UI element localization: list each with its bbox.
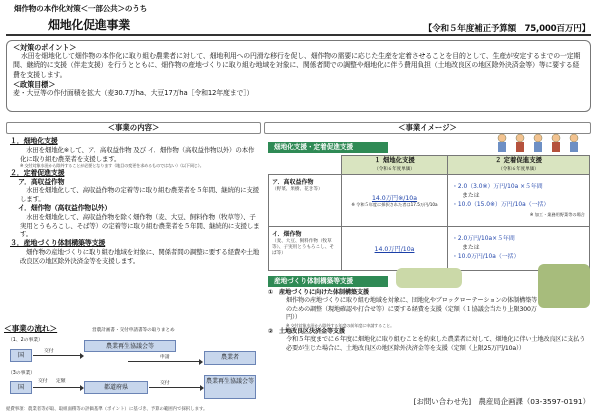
item1-note: ※ 交付対象水田から除外することが必要となります（地目の変更を求めるものではない）（以下同じ）。 bbox=[20, 163, 204, 169]
flow-box-farmer: 農業者 bbox=[204, 351, 256, 365]
points-heading: ＜対策のポイント＞ bbox=[13, 43, 77, 52]
flow-caption: 営農計画書・交付申請書等の取りまとめ bbox=[92, 328, 175, 333]
flow-box-council-2: 農業再生協議会等 bbox=[204, 375, 256, 399]
support-table bbox=[268, 155, 590, 271]
program-kicker: 畑作物の本作化対策＜一部公共＞のうち bbox=[14, 4, 148, 13]
farmers-illustration bbox=[492, 131, 588, 153]
flow-arrow bbox=[33, 387, 81, 388]
rowA-title: ア．高収益作物 bbox=[272, 179, 314, 186]
support-bar-1: 畑地化支援・定着促進支援 bbox=[268, 142, 388, 153]
col1-title: １ 畑地化支援 bbox=[374, 156, 415, 164]
header-divider bbox=[6, 34, 591, 36]
rowA-value: 14.0万円※/10a bbox=[371, 195, 418, 202]
table-corner bbox=[269, 156, 342, 175]
flow-box-koku-2: 国 bbox=[10, 381, 32, 394]
image-section-header: ＜事業イメージ＞ bbox=[264, 122, 591, 134]
flow-footnote: 経費事項：農業者等が取、取組面積等の評価基準（ポイント）に基づき、予算の範囲内で採択します。 bbox=[6, 407, 208, 412]
flow-arrow bbox=[128, 361, 200, 362]
overview-box bbox=[6, 40, 591, 112]
rowA-or: または bbox=[462, 192, 480, 199]
flow-label-shinsei-1: 申請 bbox=[160, 355, 170, 360]
rowB-header bbox=[269, 227, 342, 271]
rowA-option1: ・2.0（3.0※）万円/10a ×５年間 bbox=[452, 183, 543, 190]
policy-goal-body: 麦・大豆等の作付面積を拡大（麦30.7万ha、大豆17万ha［令和12年度まで］） bbox=[13, 89, 254, 98]
flow-label-3: （3の事業） bbox=[8, 371, 36, 376]
flow-box-koku-1: 国 bbox=[10, 349, 32, 362]
rowB-or: または bbox=[462, 245, 480, 251]
region-support-body bbox=[268, 289, 590, 353]
item2b-body: 水田を畑地化して、高収益作物を除く畑作物（麦、大豆、飼料作物（牧草等）、子実用とうもろこし、そば等）の定着等に取り組む農業者を５年間、継続的に支援します。 bbox=[20, 212, 260, 239]
item2a-heading: ア．高収益作物 bbox=[18, 177, 65, 186]
col1-header bbox=[342, 156, 448, 175]
support1-heading: ① 産地づくりに向けた体制構築支援 bbox=[268, 289, 369, 296]
flow-label-teigaku: 定額 bbox=[56, 379, 66, 384]
contact-info: [お問い合わせ先] 農産局企画課（03-3597-0191） bbox=[413, 397, 590, 406]
rowB-option1: ・2.0万円/10a×５年間 bbox=[452, 236, 515, 242]
program-content bbox=[10, 137, 260, 266]
flow-arrow bbox=[149, 387, 201, 388]
col1-sub: （令和６年度単価） bbox=[374, 167, 415, 172]
content-section-header: ＜事業の内容＞ bbox=[6, 122, 261, 134]
support2-heading: ② 土地改良区決済金等支援 bbox=[268, 328, 345, 336]
flow-label-kofu-1: 交付 bbox=[44, 349, 54, 354]
support-bar-2: 産地づくり体制構築等支援 bbox=[268, 276, 388, 287]
flow-label-kofu-3: 交付 bbox=[160, 381, 170, 386]
rowA-note2: ※ 加工・業務用野菜等の場合 bbox=[529, 211, 585, 217]
rowB-col1 bbox=[342, 227, 448, 271]
item3-body: 畑作物の産地づくりに取り組む地域を対象に、関係者間の調整に要する経費や土地改良区の地区除外決済金等を支援します。 bbox=[20, 248, 260, 265]
rowA-note: ※ 令和５年度に採択された者は17.5万円/10a bbox=[351, 202, 438, 207]
rowA-col2 bbox=[448, 175, 590, 227]
rowB-title: イ．畑作物 bbox=[272, 231, 302, 238]
support1-note: ※ 交付対象水田から除外する年度の前年度に申請すること。 bbox=[286, 322, 395, 328]
policy-goal-heading: ＜政策目標＞ bbox=[13, 79, 56, 89]
flow-box-council-1: 農業再生協議会等 bbox=[84, 340, 176, 352]
item3-heading: ３．産地づくり体制構築等支援 bbox=[10, 239, 106, 248]
item2b-heading: イ．畑作物（高収益作物以外） bbox=[18, 204, 112, 213]
rowA-option2: ・10.0（15.0※）万円/10a（一括） bbox=[452, 201, 550, 208]
points-body: 水田を畑地化して畑作物の本作化に取り組む農業者に対して、畑地利用への円滑な移行を促し、畑作物の需要に応じた生産を定着させることを目的として、生産が安定するまでの一定期間、継続的に支援（伴走支援）を行うとともに、畑作物の産地づくりに取り組む地域を対象に、関係者間での調整や畑地化に伴う費用負担（土地改良区の地区除外決済金等）等に要する経費を支援します。 bbox=[13, 52, 581, 79]
flow-arrow bbox=[33, 355, 81, 356]
flow-label-kofu-2: 交付 bbox=[38, 379, 48, 384]
support1-body: 畑作物の産地づくりに取り組む地域を対象に、団地化やブロックローテーションの体制構築等のための調整（現地確認や打合せ等）に要する経費を支援（定額（１協議会当たり上限300万円）） bbox=[286, 297, 538, 322]
col2-title: ２ 定着促進支援 bbox=[495, 156, 542, 164]
support2-body: 令和５年度までに６年度に畑地化に取り組むことを約束した農業者に対して、畑地化に伴い土地改良区に支払う必要が生じた場合に、土地改良区の地区除外決済金等を支援（定額（上限25万円/10a）） bbox=[286, 336, 586, 352]
rowA-header bbox=[269, 175, 342, 227]
col2-header bbox=[448, 156, 590, 175]
rowB-value: 14.0万円/10a bbox=[374, 246, 415, 253]
item1-body: 水田を畑地化※して、ア．高収益作物 及び イ．畑作物（高収益作物以外）の本作化に取り組む農業者を支援します。 bbox=[20, 145, 255, 163]
flow-box-prefecture: 都道府県 bbox=[84, 381, 148, 394]
budget-amount: 【令和５年度補正予算額 75,000百万円】 bbox=[423, 24, 590, 34]
flow-diagram bbox=[4, 333, 260, 403]
flow-label-12: （1、2の事業） bbox=[8, 338, 43, 343]
rowA-col1 bbox=[342, 175, 448, 227]
col2-sub: （令和６年度単価） bbox=[498, 167, 539, 172]
item1-heading: １．畑地化支援 bbox=[10, 137, 58, 145]
page-title: 畑地化促進事業 bbox=[48, 18, 130, 32]
item2a-body: 水田を畑地化して、高収益作物の定着等に取り組む農業者を５年間、継続的に支援します。 bbox=[20, 186, 259, 204]
rowB-sub: （麦、大豆、飼料作物（牧草等）、子実用とうもろこし、そば等） bbox=[272, 239, 335, 256]
rowA-sub: （野菜、果樹、花き等） bbox=[272, 187, 323, 192]
flow-title: ＜事業の流れ＞ bbox=[4, 324, 58, 333]
item2-heading: ２．定着促進支援 bbox=[10, 168, 65, 177]
rowB-option2: ・10.0万円/10a（一括） bbox=[452, 254, 520, 260]
meeting-photo bbox=[396, 268, 462, 288]
